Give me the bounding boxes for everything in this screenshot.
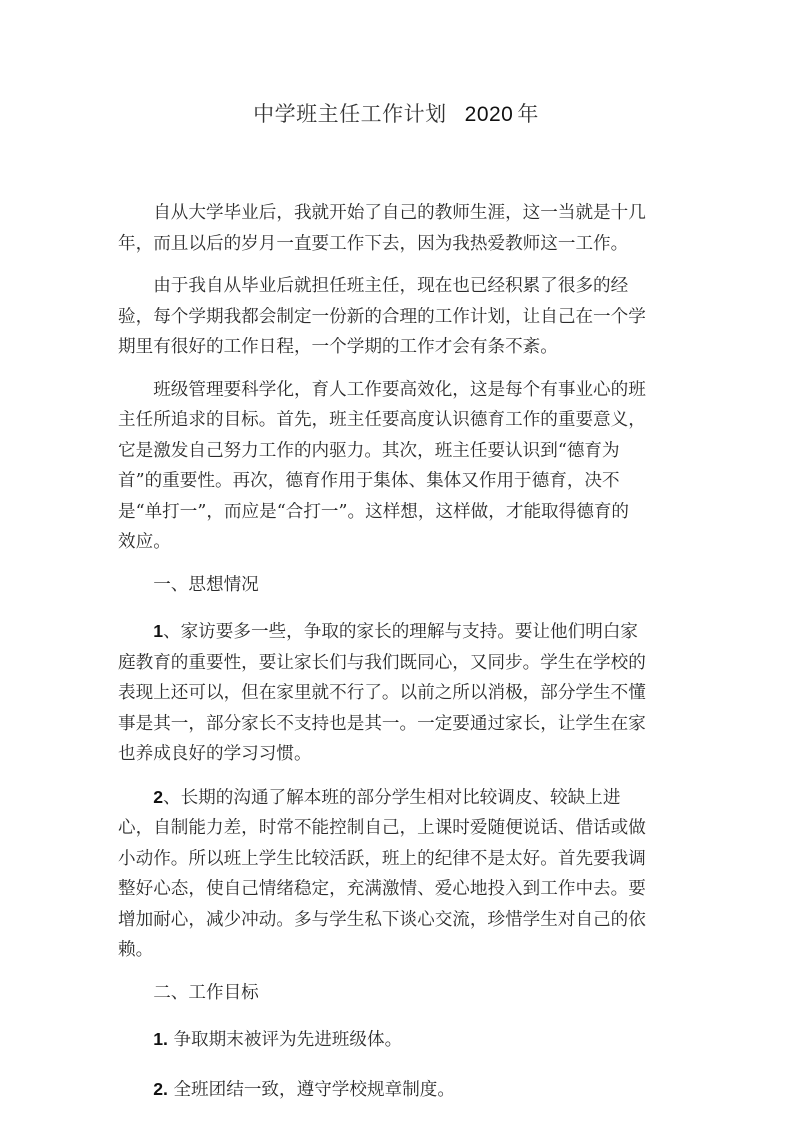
item-text: 全班团结一致，遵守学校规章制度。 bbox=[167, 1079, 455, 1100]
intro-paragraph-1: 自从大学毕业后，我就开始了自己的教师生涯，这一当就是十几年，而且以后的岁月一直要工作下去，因为我热爱教师这一工作。 bbox=[118, 203, 646, 254]
document-body bbox=[118, 198, 646, 1123]
item-text: 争取期末被评为先进班级体。 bbox=[167, 1030, 403, 1050]
section2-item-1 bbox=[118, 1024, 646, 1056]
title-text: 中学班主任工作计划 bbox=[253, 102, 447, 126]
document-title bbox=[0, 98, 792, 128]
title-year: 2020 bbox=[464, 103, 514, 126]
section2-item-2 bbox=[118, 1074, 646, 1106]
intro-paragraph-3: 班级管理要科学化，育人工作要高效化，这是每个有事业心的班主任所追求的目标。首先，班主任要高度认识德育工作的重要意义，它是激发自己努力工作的内驱力。其次，班主任要认识到“德育为首”的重要性。再次，德育作用于集体、集体又作用于德育，决不是“单打一”，而应是“合打一”。这样想，这样做，才能取得德育的效应。 bbox=[118, 379, 646, 552]
item-number: 1 bbox=[153, 621, 163, 641]
item-number: 2. bbox=[153, 1078, 168, 1099]
intro-paragraph-2: 由于我自从毕业后就担任班主任，现在也已经积累了很多的经验，每个学期我都会制定一份新的合理的工作计划，让自己在一个学期里有很好的工作日程，一个学期的工作才会有条不紊。 bbox=[118, 276, 646, 357]
item-text: 、长期的沟通了解本班的部分学生相对比较调皮、较缺上进心，自制能力差，时常不能控制自己，上课时爱随便说话、借话或做小动作。所以班上学生比较活跃，班上的纪律不是太好。首先要我调整好心态，使自己情绪稳定，充满激情、爱心地投入到工作中去。要增加耐心，减少冲动。多与学生私下谈心交流，珍惜学生对自己的依赖。 bbox=[118, 787, 646, 960]
section1-item-2 bbox=[118, 782, 646, 966]
section-heading-goals: 二、工作目标 bbox=[153, 982, 259, 1003]
item-text: 、家访要多一些，争取的家长的理解与支持。要让他们明白家庭教育的重要性，要让家长们与我们既同心，又同步。学生在学校的表现上还可以，但在家里就不行了。以前之所以消极，部分学生不懂事是其一，部分家长不支持也是其一。一定要通过家长，让学生在家也养成良好的学习习惯。 bbox=[118, 622, 646, 764]
item-number: 2 bbox=[153, 786, 163, 807]
section1-item-1 bbox=[118, 616, 646, 770]
section-heading-thinking: 一、思想情况 bbox=[153, 574, 259, 595]
title-suffix: 年 bbox=[517, 102, 539, 126]
item-number: 1. bbox=[153, 1029, 168, 1049]
